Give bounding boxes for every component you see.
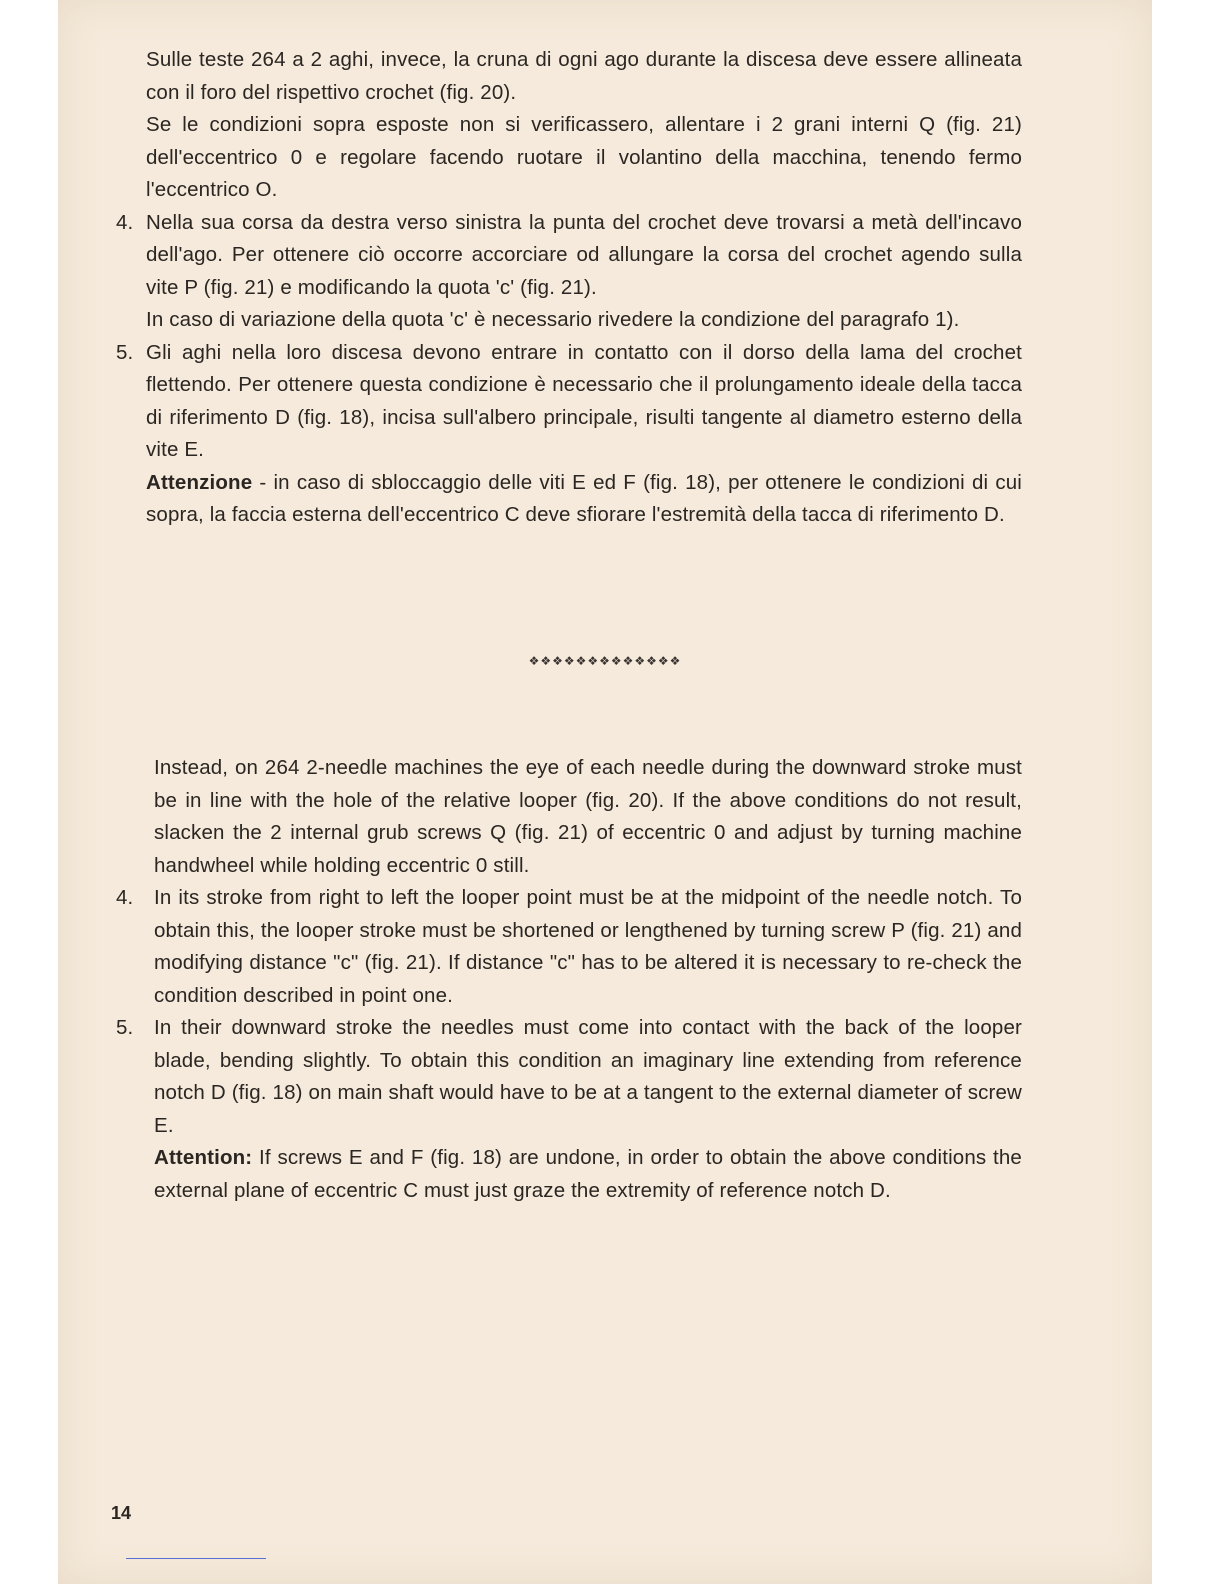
english-section (58, 752, 1152, 1207)
it-item-5-number: 5. (116, 340, 134, 364)
en-item-4 (58, 882, 1152, 1012)
it-item-4 (58, 207, 1152, 337)
en-item-5 (58, 1012, 1152, 1207)
en-item-4-number: 4. (116, 886, 134, 909)
it-item-4-paragraph-1: Nella sua corsa da destra verso sinistra la punta del crochet deve trovarsi a metà dell'incavo dell'ago. Per ottenere ciò occorre accorciare od allungare la corsa del crochet agendo sulla vite P (fig. 21) e modificando la quota 'c' (fig. 21). (146, 210, 1022, 299)
scan-edge-line (126, 1558, 266, 1559)
section-divider: ❖❖❖❖❖❖❖❖❖❖❖❖❖ (528, 654, 682, 668)
en-item-4-paragraph-1: In its stroke from right to left the looper point must be at the midpoint of the needle notch. To obtain this, the looper stroke must be shortened or lengthened by turning screw P (fig. 21) and modifying distance "c" (fig. 21). If distance "c" has to be altered it is necessary to re-check the condition described in point one. (154, 886, 1022, 1007)
italian-section (58, 44, 1152, 532)
en-attention-text: If screws E and F (fig. 18) are undone, in order to obtain the above conditions the external plane of eccentric C must just graze the extremity of reference notch D. (154, 1146, 1022, 1202)
it-item-5-paragraph-1: Gli aghi nella loro discesa devono entrare in contatto con il dorso della lama del crochet flettendo. Per ottenere questa condizione è necessario che il prolungamento ideale della tacca di riferimento D (fig. 18), incisa sull'albero principale, risulti tangente al diametro esterno della vite E. (146, 340, 1022, 461)
en-attention-label: Attention: (154, 1146, 253, 1169)
it-intro-paragraph-1: Sulle teste 264 a 2 aghi, invece, la cruna di ogni ago durante la discesa deve essere allineata con il foro del rispettivo crochet (fig. 20). (146, 48, 1022, 104)
en-item-5-number: 5. (116, 1016, 134, 1039)
it-attention-label: Attenzione (146, 470, 253, 494)
it-item-5 (58, 337, 1152, 532)
it-item-4-number: 4. (116, 210, 134, 234)
it-intro-paragraph-2: Se le condizioni sopra esposte non si verificassero, allentare i 2 grani interni Q (fig. 21) dell'eccentrico 0 e regolare facendo ruotare il volantino della macchina, tenendo fermo l'eccentrico O. (146, 113, 1022, 201)
manual-page (58, 0, 1152, 1584)
it-attention-paragraph (146, 467, 1022, 532)
it-item-4-paragraph-2: In caso di variazione della quota 'c' è necessario rivedere la condizione del paragrafo 1). (146, 308, 960, 331)
it-attention-text: - in caso di sbloccaggio delle viti E ed F (fig. 18), per ottenere le condizioni di cui sopra, la faccia esterna dell'eccentrico C deve sfiorare l'estremità della tacca di riferimento D. (146, 470, 1022, 526)
page-number: 14 (111, 1503, 132, 1523)
en-item-5-paragraph-1: In their downward stroke the needles must come into contact with the back of the looper blade, bending slightly. To obtain this condition an imaginary line extending from reference notch D (fig. 18) on main shaft would have to be at a tangent to the external diameter of screw E. (154, 1016, 1022, 1137)
en-intro-paragraph-1: Instead, on 264 2-needle machines the eye of each needle during the downward stroke must be in line with the hole of the relative looper (fig. 20). If the above conditions do not result, slacken the 2 internal grub screws Q (fig. 21) of eccentric 0 and adjust by turning machine handwheel while holding eccentric 0 still. (154, 756, 1022, 877)
en-attention-paragraph (154, 1142, 1022, 1207)
